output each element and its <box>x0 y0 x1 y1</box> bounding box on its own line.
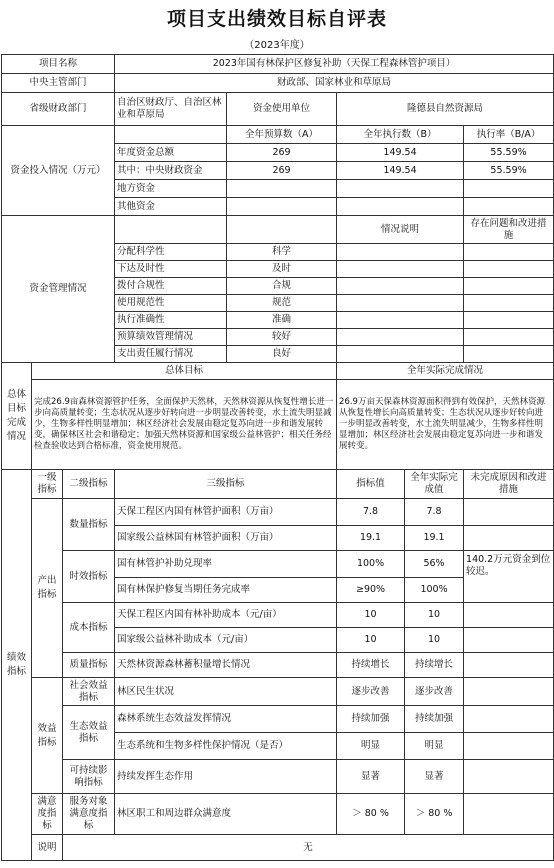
perf-row-actual: 持续加强 <box>405 706 464 733</box>
perf-row-name: 天然林资源森林蓄积量增长情况 <box>115 653 337 678</box>
perf-level1-satisfaction: 满意度指标 <box>32 794 63 835</box>
perf-row-target: ≥90% <box>337 578 405 603</box>
prov-dept-label: 省级财政部门 <box>2 93 115 126</box>
perf-row-actual: ＞ 80 % <box>405 794 464 835</box>
using-unit-label: 资金使用单位 <box>227 93 337 126</box>
perf-row-target: 显著 <box>337 760 405 794</box>
perf-row-actual: 持续增长 <box>405 653 464 678</box>
year-label: （2023年度） <box>244 40 310 51</box>
perf-row-actual: 100% <box>405 578 464 603</box>
page-title: 项目支出绩效目标自评表 <box>166 8 387 30</box>
perf-row-name: 林区民生状况 <box>115 678 337 706</box>
perf-level2-social: 社会效益指标 <box>63 678 115 706</box>
funds-row-executed <box>337 198 464 216</box>
perf-row-target: 明显 <box>337 733 405 760</box>
perf-row-note <box>464 526 554 551</box>
overall-label: 总体目标完成情况 <box>2 363 32 470</box>
perf-header-level3: 三级指标 <box>115 470 337 499</box>
perf-level1-output: 产出指标 <box>32 499 63 678</box>
overall-actual-header: 全年实际完成情况 <box>337 363 554 380</box>
central-dept-label: 中央主管部门 <box>2 74 115 93</box>
mgmt-row-value: 规范 <box>227 295 337 312</box>
perf-row-actual: 10 <box>405 628 464 653</box>
perf-row-actual: 10 <box>405 603 464 628</box>
perf-row-note <box>464 678 554 706</box>
mgmt-row-name: 使用规范性 <box>115 295 227 312</box>
funds-header-executed: 全年执行数（B） <box>337 126 464 144</box>
prov-dept-value: 自治区财政厅、自治区林业和草原局 <box>115 93 227 126</box>
perf-header-level2: 二级指标 <box>63 470 115 499</box>
perf-header-level1: 一级指标 <box>32 470 63 499</box>
perf-header-target: 指标值 <box>337 470 405 499</box>
perf-row-target: 持续加强 <box>337 706 405 733</box>
perf-row-note <box>464 603 554 628</box>
perf-row-actual: 逐步改善 <box>405 678 464 706</box>
perf-level2-quality: 质量指标 <box>63 653 115 678</box>
overall-actual-text: 26.9万亩天保森林资源面积得到有效保护，天然林资源从恢复性增长向高质量转变；生态状况从逐步好转向进一步明显改善转变，水土流失明显减少，生物多样性明显增加；林区经济社会发展由稳定复苏向进一步和谐发展转变。 <box>337 380 554 470</box>
overall-target-header: 总体目标 <box>32 363 337 380</box>
perf-label: 绩效指标 <box>2 470 32 861</box>
perf-row-note <box>464 760 554 794</box>
funds-row-executed: 149.54 <box>337 144 464 162</box>
perf-row-note <box>464 653 554 678</box>
mgmt-row-value: 科学 <box>227 244 337 261</box>
perf-row-actual: 19.1 <box>405 526 464 551</box>
project-name-label: 项目名称 <box>2 55 115 74</box>
perf-row-note: 140.2万元资金到位较迟。 <box>464 551 554 603</box>
perf-row-note <box>464 733 554 760</box>
perf-level2-quantity: 数量指标 <box>63 499 115 551</box>
mgmt-row-value: 良好 <box>227 346 337 363</box>
funds-label: 资金投入情况（万元） <box>2 126 115 216</box>
perf-row-name: 生态系统和生物多样性保护情况（是否） <box>115 733 337 760</box>
central-dept-value: 财政部、国家林业和草原局 <box>115 74 554 93</box>
funds-header-budget: 全年预算数（A） <box>227 126 337 144</box>
perf-row-note <box>464 794 554 835</box>
perf-row-name: 森林系统生态效益发挥情况 <box>115 706 337 733</box>
mgmt-label: 资金管理情况 <box>2 216 115 363</box>
perf-row-target: 7.8 <box>337 499 405 526</box>
perf-row-target: 100% <box>337 551 405 578</box>
funds-row-rate <box>464 198 554 216</box>
perf-row-target: 持续增长 <box>337 653 405 678</box>
mgmt-row-name: 拨付合规性 <box>115 278 227 295</box>
project-name-value: 2023年国有林保护区修复补助（天保工程森林管护项目） <box>115 55 554 74</box>
perf-row-name: 持续发挥生态作用 <box>115 760 337 794</box>
perf-row-name: 林区职工和周边群众满意度 <box>115 794 337 835</box>
perf-row-name: 国家级公益林国有林管护面积（万亩） <box>115 526 337 551</box>
mgmt-row-value: 准确 <box>227 312 337 329</box>
perf-row-name: 天保工程区内国有林补助成本（元/亩） <box>115 603 337 628</box>
perf-level2-eco: 生态效益指标 <box>63 706 115 760</box>
perf-level2-service: 服务对象满意度指标 <box>63 794 115 835</box>
perf-header-actual: 全年实际完成值 <box>405 470 464 499</box>
overall-target-text: 完成26.9亩森林资源管护任务，全面保护天然林，天然林资源从恢复性增长进一步向高质量转变；生态状况从逐步好转向进一步明显改善转变，水土流失明显减少，生物多样性明显增加；林区经济社会发展由稳定复苏向进一步和谐发展转变，确保林区社会和谐稳定；加强天然林资源和国家级公益林管护；相关任务经检查验收达到合格标准，资金使用规范。 <box>32 380 337 470</box>
mgmt-row-name: 下达及时性 <box>115 261 227 278</box>
mgmt-row-value: 较好 <box>227 329 337 346</box>
funds-row-budget: 269 <box>227 144 337 162</box>
funds-row-name: 地方资金 <box>115 180 227 198</box>
perf-row-actual: 明显 <box>405 733 464 760</box>
perf-level2-sustain: 可持续影响指标 <box>63 760 115 794</box>
perf-level1-benefit: 效益指标 <box>32 678 63 794</box>
perf-row-actual: 7.8 <box>405 499 464 526</box>
perf-row-note <box>464 628 554 653</box>
funds-row-name: 其中：中央财政资金 <box>115 162 227 180</box>
perf-row-target: 19.1 <box>337 526 405 551</box>
perf-row-target: 10 <box>337 603 405 628</box>
perf-row-name: 天保工程区内国有林管护面积（万亩） <box>115 499 337 526</box>
perf-row-target: 10 <box>337 628 405 653</box>
funds-row-budget: 269 <box>227 162 337 180</box>
perf-header-note: 未完成原因和改进措施 <box>464 470 554 499</box>
funds-row-budget <box>227 198 337 216</box>
funds-row-name: 年度资金总额 <box>115 144 227 162</box>
perf-row-target: ＞ 80 % <box>337 794 405 835</box>
funds-row-executed: 149.54 <box>337 162 464 180</box>
perf-level2-cost: 成本指标 <box>63 603 115 653</box>
perf-row-name: 国家级公益林补助成本（元/亩） <box>115 628 337 653</box>
funds-row-rate <box>464 180 554 198</box>
perf-row-note <box>464 706 554 733</box>
mgmt-issue-header: 存在问题和改进措施 <box>464 216 554 244</box>
funds-header-rate: 执行率（B/A） <box>464 126 554 144</box>
funds-row-name: 其他资金 <box>115 198 227 216</box>
using-unit-value: 隆德县自然资源局 <box>337 93 554 126</box>
perf-row-actual: 56% <box>405 551 464 578</box>
mgmt-row-value: 及时 <box>227 261 337 278</box>
perf-row-actual: 显著 <box>405 760 464 794</box>
funds-row-budget <box>227 180 337 198</box>
perf-row-note <box>464 499 554 526</box>
mgmt-row-name: 执行准确性 <box>115 312 227 329</box>
evaluation-table <box>1 54 554 861</box>
mgmt-row-name: 预算绩效管理情况 <box>115 329 227 346</box>
funds-row-rate: 55.59% <box>464 144 554 162</box>
perf-row-target: 逐步改善 <box>337 678 405 706</box>
perf-row-name: 国有林管护补助兑现率 <box>115 551 337 578</box>
perf-row-name: 国有林保护修复当期任务完成率 <box>115 578 337 603</box>
funds-row-rate: 55.59% <box>464 162 554 180</box>
remark-value: 无 <box>63 835 554 861</box>
mgmt-row-name: 分配科学性 <box>115 244 227 261</box>
mgmt-row-name: 支出责任履行情况 <box>115 346 227 363</box>
funds-row-executed <box>337 180 464 198</box>
remark-label: 说明 <box>32 835 63 861</box>
mgmt-info-header: 情况说明 <box>337 216 464 244</box>
mgmt-row-value: 合规 <box>227 278 337 295</box>
perf-level2-time: 时效指标 <box>63 551 115 603</box>
